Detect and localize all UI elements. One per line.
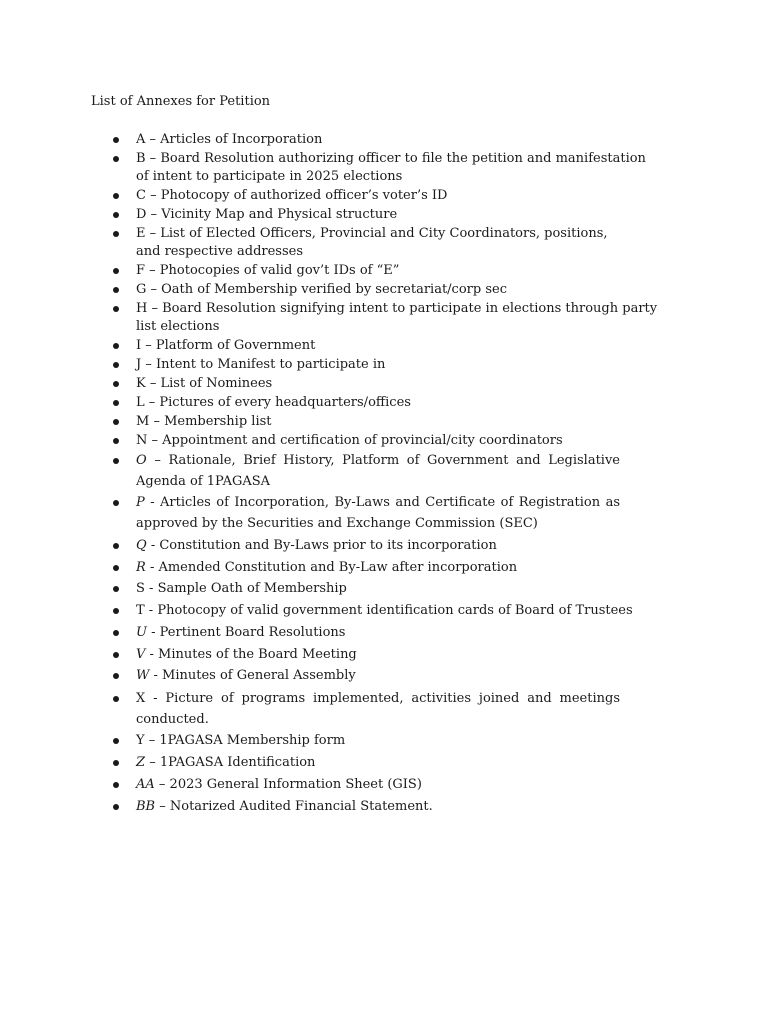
bullet-dot [113, 343, 119, 349]
document-title: List of Annexes for Petition [91, 94, 271, 109]
annex-item-c: C – Photocopy of authorized officer’s voter’s ID [136, 188, 448, 203]
annex-item-p [136, 492, 620, 534]
bullet-dot [113, 804, 119, 810]
annex-text-q: - Constitution and By-Laws prior to its incorporation [150, 538, 497, 553]
annex-item-d: D – Vicinity Map and Physical structure [136, 207, 398, 222]
annex-item-q [136, 537, 497, 555]
annex-item-u [136, 624, 345, 642]
bullet-dot [113, 193, 119, 199]
annex-item-v [136, 646, 357, 664]
annex-item-o [136, 450, 620, 492]
bullet-dot [113, 500, 119, 506]
annex-item-a: A – Articles of Incorporation [136, 132, 323, 147]
annex-item-bb [136, 798, 433, 816]
bullet-dot [113, 231, 119, 237]
annex-letter-q: Q [136, 538, 147, 553]
bullet-dot [113, 696, 119, 702]
annex-text-bb: – Notarized Audited Financial Statement. [159, 799, 433, 814]
annex-letter-u: U [136, 625, 147, 640]
annex-item-y: Y – 1PAGASA Membership form [136, 733, 346, 748]
bullet-dot [113, 630, 119, 636]
annex-letter-z: Z [136, 755, 146, 770]
annex-item-e: E – List of Elected Officers, Provincial and City Coordinators, positions, and respective addresses [136, 226, 608, 259]
annex-item-l: L – Pictures of every headquarters/offices [136, 395, 411, 410]
annex-item-j: J – Intent to Manifest to participate in [136, 357, 386, 372]
annex-letter-r: R [136, 560, 146, 575]
bullet-dot [113, 608, 119, 614]
annex-item-k: K – List of Nominees [136, 376, 273, 391]
annex-text-v: - Minutes of the Board Meeting [149, 647, 357, 662]
annex-text-r: - Amended Constitution and By-Law after incorporation [149, 560, 518, 575]
annex-item-g: G – Oath of Membership verified by secretariat/corp sec [136, 282, 507, 297]
bullet-dot [113, 137, 119, 143]
bullet-dot [113, 565, 119, 571]
bullet-dot [113, 458, 119, 464]
bullet-dot [113, 212, 119, 218]
annex-text-z: – 1PAGASA Identification [149, 755, 316, 770]
annex-item-s: S - Sample Oath of Membership [136, 581, 347, 596]
bullet-dot [113, 438, 119, 444]
annex-letter-o: O [136, 453, 147, 468]
annex-item-n: N – Appointment and certification of provincial/city coordinators [136, 433, 563, 448]
bullet-dot [113, 381, 119, 387]
annex-item-x: X - Picture of programs implemented, activities joined and meetings conducted. [136, 691, 620, 727]
bullet-dot [113, 782, 119, 788]
annex-text-u: - Pertinent Board Resolutions [151, 625, 346, 640]
annex-text-o: – Rationale, Brief History, Platform of Government and Legislative Agenda of 1PAGASA [136, 453, 620, 489]
annex-item-m: M – Membership list [136, 414, 272, 429]
bullet-dot [113, 156, 119, 162]
bullet-dot [113, 268, 119, 274]
bullet-dot [113, 543, 119, 549]
annex-text-p: - Articles of Incorporation, By-Laws and Certificate of Registration as approved by the Securities and Exchange Commission (SEC) [136, 495, 620, 531]
annex-letter-bb: BB [136, 799, 156, 814]
annex-letter-v: V [136, 647, 146, 662]
annex-item-h: H – Board Resolution signifying intent to participate in elections through party list elections [136, 301, 658, 334]
bullet-dot [113, 287, 119, 293]
annex-item-z [136, 754, 315, 772]
bullet-dot [113, 760, 119, 766]
annex-text-aa: – 2023 General Information Sheet (GIS) [158, 777, 422, 792]
annex-item-aa [136, 776, 422, 794]
bullet-dot [113, 362, 119, 368]
annex-letter-aa: AA [136, 777, 155, 792]
annex-item-b: B – Board Resolution authorizing officer to file the petition and manifestation of intent to participate in 2025 elections [136, 151, 646, 184]
annex-item-t: T - Photocopy of valid government identification cards of Board of Trustees [136, 603, 633, 618]
annex-item-f: F – Photocopies of valid gov’t IDs of “E” [136, 263, 400, 278]
bullet-dot [113, 738, 119, 744]
annex-letter-w: W [136, 668, 150, 683]
annex-letter-p: P [136, 495, 145, 510]
bullet-dot [113, 400, 119, 406]
bullet-dot [113, 306, 119, 312]
bullet-dot [113, 673, 119, 679]
bullet-dot [113, 652, 119, 658]
bullet-dot [113, 586, 119, 592]
annex-item-w [136, 667, 356, 685]
annex-item-r [136, 559, 517, 577]
annex-text-w: - Minutes of General Assembly [153, 668, 356, 683]
annex-item-i: I – Platform of Government [136, 338, 316, 353]
bullet-dot [113, 419, 119, 425]
